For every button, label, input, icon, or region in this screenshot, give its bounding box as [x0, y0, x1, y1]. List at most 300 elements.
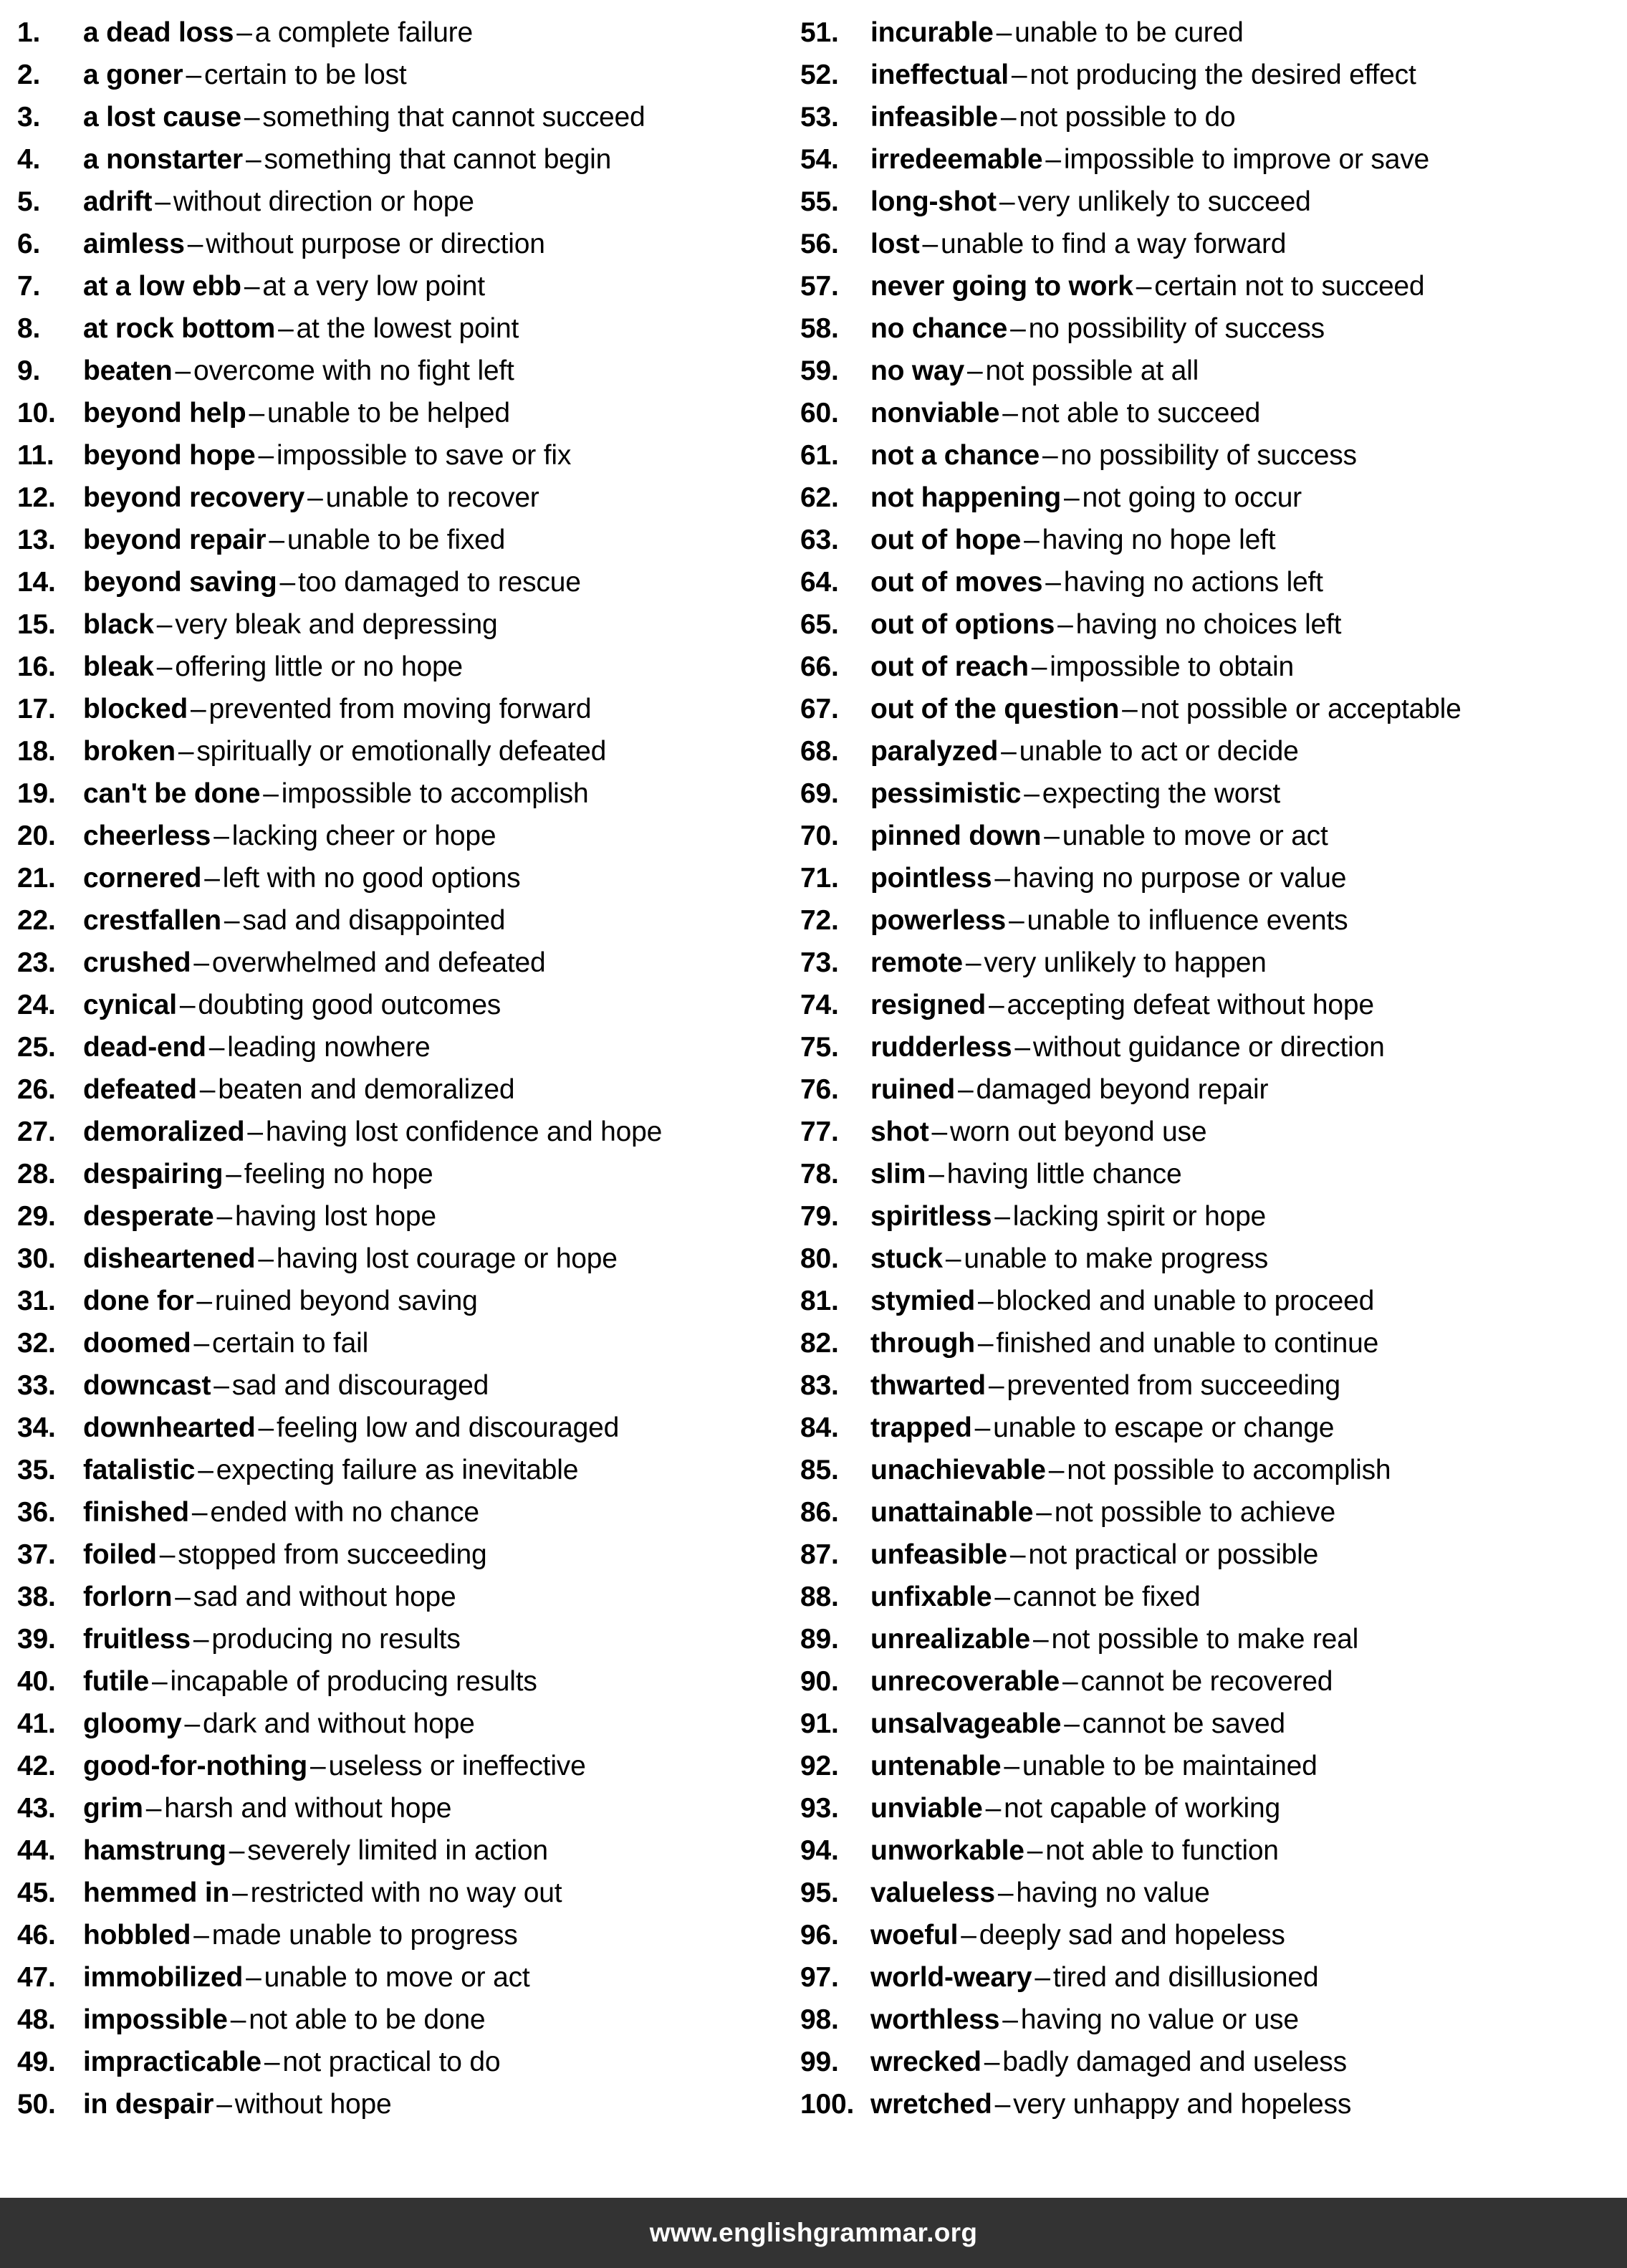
list-item-definition: blocked and unable to proceed: [996, 1286, 1375, 1316]
list-item-term: beyond recovery: [83, 482, 305, 513]
list-item: [17, 1026, 784, 1068]
list-item: [17, 1322, 784, 1364]
list-item-term: rudderless: [870, 1032, 1012, 1063]
list-item-number: 91.: [800, 1708, 839, 1739]
list-item-definition: something that cannot succeed: [262, 102, 645, 133]
list-item-body: [83, 1111, 784, 1153]
list-item-definition: leading nowhere: [227, 1032, 431, 1063]
list-item: [800, 899, 1627, 942]
list-item-definition: at a very low point: [262, 271, 485, 302]
list-item-definition: damaged beyond repair: [976, 1074, 1269, 1105]
list-item-body: [83, 1364, 784, 1407]
list-item: [17, 11, 784, 54]
list-item-definition: a complete failure: [254, 17, 473, 48]
list-item: [800, 688, 1627, 730]
list-column-left: [0, 11, 784, 2125]
list-item-term: cynical: [83, 990, 177, 1020]
list-item-body: [870, 1956, 1627, 1999]
two-column-list: [0, 11, 1627, 2125]
list-item: [17, 561, 784, 603]
list-item-separator: –: [1042, 440, 1058, 471]
list-item-definition: worn out beyond use: [950, 1116, 1207, 1147]
list-item-term: not a chance: [870, 440, 1040, 471]
list-item-term: black: [83, 609, 154, 640]
list-item-body: [83, 96, 784, 138]
list-item-term: not happening: [870, 482, 1062, 513]
list-item-term: thwarted: [870, 1370, 986, 1401]
list-item-term: pinned down: [870, 820, 1042, 851]
list-item-term: woeful: [870, 1920, 959, 1951]
list-item-definition: unable to act or decide: [1019, 736, 1299, 767]
list-item: [800, 392, 1627, 434]
list-item-term: unachievable: [870, 1455, 1046, 1485]
list-item-term: forlorn: [83, 1582, 173, 1612]
list-item-separator: –: [974, 1412, 991, 1443]
list-item-term: defeated: [83, 1074, 197, 1105]
list-item: [17, 307, 784, 350]
list-item: [800, 772, 1627, 815]
footer-bar: [0, 2198, 1627, 2268]
list-item-separator: –: [263, 778, 279, 809]
list-item: [800, 1449, 1627, 1491]
list-item-term: broken: [83, 736, 176, 767]
list-item-number: 88.: [800, 1582, 839, 1612]
list-item-definition: harsh and without hope: [164, 1793, 452, 1824]
list-item-separator: –: [175, 355, 191, 386]
list-item-body: [870, 730, 1627, 772]
list-item-separator: –: [246, 144, 261, 175]
list-item-definition: at the lowest point: [296, 313, 519, 344]
list-item-definition: having no value or use: [1020, 2004, 1299, 2035]
list-item-separator: –: [1057, 609, 1073, 640]
list-item-body: [83, 138, 784, 181]
list-item-definition: having no actions left: [1063, 567, 1323, 598]
list-item-separator: –: [258, 440, 274, 471]
list-item-definition: certain to be lost: [203, 59, 407, 90]
list-item-number: 6.: [17, 229, 41, 259]
list-item-separator: –: [229, 1835, 245, 1866]
list-item-term: in despair: [83, 2089, 214, 2120]
list-item: [17, 1407, 784, 1449]
list-item-definition: tired and disillusioned: [1052, 1962, 1319, 1993]
list-item-separator: –: [1064, 482, 1080, 513]
list-item: [800, 1280, 1627, 1322]
list-item-number: 58.: [800, 313, 839, 344]
list-item-term: adrift: [83, 186, 153, 217]
list-item-term: crushed: [83, 947, 191, 978]
list-item-definition: certain not to succeed: [1154, 271, 1425, 302]
list-item-definition: offering little or no hope: [175, 651, 463, 682]
list-item-term: demoralized: [83, 1116, 245, 1147]
list-item-separator: –: [984, 2047, 1000, 2077]
list-item-separator: –: [977, 1328, 994, 1359]
list-item-definition: impossible to improve or save: [1063, 144, 1429, 175]
list-item-term: gloomy: [83, 1708, 182, 1739]
list-item-body: [870, 96, 1627, 138]
list-item-body: [870, 1618, 1627, 1660]
list-item-number: 69.: [800, 778, 839, 809]
list-item-number: 93.: [800, 1793, 839, 1824]
list-item-term: long-shot: [870, 186, 997, 217]
list-item-number: 92.: [800, 1751, 839, 1781]
list-item-body: [870, 1787, 1627, 1829]
list-item-body: [83, 181, 784, 223]
list-item-number: 70.: [800, 820, 839, 851]
list-item-term: a lost cause: [83, 102, 241, 133]
list-item-separator: –: [190, 694, 206, 724]
list-item-definition: producing no results: [211, 1624, 461, 1655]
list-item-definition: cannot be fixed: [1012, 1582, 1201, 1612]
list-item-number: 99.: [800, 2047, 839, 2077]
list-item-body: [870, 1745, 1627, 1787]
list-item-body: [83, 1660, 784, 1703]
list-item: [17, 350, 784, 392]
list-item-definition: very unlikely to succeed: [1017, 186, 1311, 217]
list-item-number: 67.: [800, 694, 839, 724]
list-item-number: 59.: [800, 355, 839, 386]
list-item-term: beyond repair: [83, 525, 267, 555]
list-item-definition: unable to move or act: [264, 1962, 530, 1993]
list-item: [17, 519, 784, 561]
list-item-body: [83, 519, 784, 561]
list-item-body: [83, 1491, 784, 1533]
list-item: [17, 1703, 784, 1745]
list-item-definition: impossible to accomplish: [281, 778, 589, 809]
list-item-number: 23.: [17, 947, 56, 978]
list-item: [17, 899, 784, 942]
list-item-body: [870, 2083, 1627, 2125]
list-item-term: out of reach: [870, 651, 1029, 682]
list-item-definition: without hope: [234, 2089, 392, 2120]
list-item-body: [870, 1576, 1627, 1618]
list-item-number: 51.: [800, 17, 839, 48]
list-item-definition: unable to influence events: [1027, 905, 1348, 936]
list-item-body: [870, 265, 1627, 307]
list-item-number: 29.: [17, 1201, 56, 1232]
list-item-definition: beaten and demoralized: [218, 1074, 515, 1105]
list-item: [800, 1407, 1627, 1449]
list-item-number: 22.: [17, 905, 56, 936]
list-item-separator: –: [307, 482, 323, 513]
list-item-body: [870, 477, 1627, 519]
list-item-separator: –: [994, 1201, 1010, 1232]
list-item-body: [83, 223, 784, 265]
list-item-separator: –: [208, 1032, 225, 1063]
list-item-separator: –: [1136, 271, 1152, 302]
list-item-term: stuck: [870, 1243, 943, 1274]
list-item-number: 62.: [800, 482, 839, 513]
list-item-number: 86.: [800, 1497, 839, 1528]
list-item-definition: expecting failure as inevitable: [216, 1455, 579, 1485]
list-item-body: [83, 265, 784, 307]
list-item-separator: –: [310, 1751, 326, 1781]
list-item: [800, 1872, 1627, 1914]
list-item-number: 44.: [17, 1835, 56, 1866]
list-item-separator: –: [931, 1116, 948, 1147]
list-item-term: irredeemable: [870, 144, 1043, 175]
list-item: [800, 1618, 1627, 1660]
list-item-number: 3.: [17, 102, 41, 133]
list-item-definition: having lost confidence and hope: [265, 1116, 663, 1147]
list-item-number: 2.: [17, 59, 41, 90]
list-item-separator: –: [928, 1159, 944, 1190]
list-item-definition: accepting defeat without hope: [1007, 990, 1374, 1020]
list-item-body: [83, 1026, 784, 1068]
list-item-number: 47.: [17, 1962, 56, 1993]
list-item-term: grim: [83, 1793, 143, 1824]
list-item-number: 94.: [800, 1835, 839, 1866]
list-item: [17, 96, 784, 138]
list-item-number: 50.: [17, 2089, 56, 2120]
list-item-definition: having lost hope: [234, 1201, 436, 1232]
list-item-separator: –: [1000, 102, 1017, 133]
list-item: [800, 815, 1627, 857]
list-item-separator: –: [145, 1793, 162, 1824]
list-item-term: good-for-nothing: [83, 1751, 307, 1781]
list-item: [17, 2041, 784, 2083]
list-item-body: [83, 1829, 784, 1872]
list-item-separator: –: [216, 1201, 232, 1232]
list-item-separator: –: [1024, 525, 1040, 555]
list-item-definition: unable to be helped: [267, 398, 510, 429]
list-item-definition: doubting good outcomes: [198, 990, 501, 1020]
list-item: [800, 857, 1627, 899]
list-item-body: [83, 1703, 784, 1745]
list-item-number: 40.: [17, 1666, 56, 1697]
list-item-number: 30.: [17, 1243, 56, 1274]
list-item-term: doomed: [83, 1328, 191, 1359]
list-item-body: [83, 688, 784, 730]
list-item: [17, 815, 784, 857]
list-item: [17, 603, 784, 646]
list-item-body: [83, 1322, 784, 1364]
list-item: [800, 1576, 1627, 1618]
list-item-definition: having no hope left: [1042, 525, 1276, 555]
list-item: [800, 265, 1627, 307]
list-item-separator: –: [230, 2004, 246, 2035]
list-item-separator: –: [965, 947, 982, 978]
list-item-body: [83, 1872, 784, 1914]
list-item-separator: –: [193, 1328, 209, 1359]
list-item-number: 81.: [800, 1286, 839, 1316]
list-item-term: at rock bottom: [83, 313, 276, 344]
list-item-separator: –: [957, 1074, 974, 1105]
list-item: [17, 138, 784, 181]
list-item-separator: –: [1024, 778, 1040, 809]
list-item: [17, 1238, 784, 1280]
list-item-number: 27.: [17, 1116, 56, 1147]
list-item-definition: restricted with no way out: [250, 1877, 562, 1908]
list-item: [17, 984, 784, 1026]
list-item: [17, 1364, 784, 1407]
list-item-number: 8.: [17, 313, 41, 344]
list-item-number: 36.: [17, 1497, 56, 1528]
list-item-number: 60.: [800, 398, 839, 429]
list-column-right: [784, 11, 1627, 2125]
list-item-body: [83, 730, 784, 772]
list-item-definition: dark and without hope: [202, 1708, 475, 1739]
list-item-number: 100.: [800, 2089, 855, 2120]
list-item-number: 39.: [17, 1624, 56, 1655]
list-item-body: [870, 984, 1627, 1026]
list-item-number: 98.: [800, 2004, 839, 2035]
list-item-number: 55.: [800, 186, 839, 217]
list-item-term: nonviable: [870, 398, 1000, 429]
list-item-definition: not capable of working: [1004, 1793, 1280, 1824]
list-item-body: [83, 1280, 784, 1322]
list-item-definition: expecting the worst: [1042, 778, 1280, 809]
list-item-body: [870, 1533, 1627, 1576]
list-item-separator: –: [1035, 1962, 1050, 1993]
list-item-number: 71.: [800, 863, 839, 894]
list-item-term: wretched: [870, 2089, 992, 2120]
list-item-number: 5.: [17, 186, 41, 217]
list-item-body: [870, 1153, 1627, 1195]
list-item-separator: –: [994, 1582, 1010, 1612]
list-item-term: no chance: [870, 313, 1008, 344]
list-item-term: unattainable: [870, 1497, 1034, 1528]
list-item-definition: made unable to progress: [211, 1920, 518, 1951]
list-item-definition: not practical or possible: [1028, 1539, 1319, 1570]
list-item: [800, 561, 1627, 603]
list-item-body: [870, 1195, 1627, 1238]
list-item-term: pessimistic: [870, 778, 1022, 809]
list-item-term: trapped: [870, 1412, 972, 1443]
list-item-definition: not possible to make real: [1051, 1624, 1359, 1655]
list-item-term: can't be done: [83, 778, 261, 809]
list-item-separator: –: [1008, 905, 1024, 936]
list-item-number: 12.: [17, 482, 56, 513]
list-item-separator: –: [258, 1243, 274, 1274]
list-item-separator: –: [249, 398, 264, 429]
list-item-definition: something that cannot begin: [264, 144, 612, 175]
list-item-term: hemmed in: [83, 1877, 230, 1908]
list-item-separator: –: [1002, 398, 1018, 429]
list-item-separator: –: [244, 102, 260, 133]
list-item: [800, 942, 1627, 984]
list-item-term: hobbled: [83, 1920, 191, 1951]
list-item-definition: badly damaged and useless: [1002, 2047, 1347, 2077]
list-item: [17, 772, 784, 815]
list-item-number: 19.: [17, 778, 56, 809]
list-item: [800, 54, 1627, 96]
list-item-definition: unable to make progress: [964, 1243, 1269, 1274]
list-item-definition: lacking cheer or hope: [231, 820, 496, 851]
list-item-separator: –: [1031, 651, 1047, 682]
list-item-body: [83, 307, 784, 350]
list-item-definition: certain to fail: [211, 1328, 369, 1359]
list-item-number: 48.: [17, 2004, 56, 2035]
list-item-separator: –: [193, 1624, 209, 1655]
list-item-term: beyond help: [83, 398, 246, 429]
list-item-term: ineffectual: [870, 59, 1009, 90]
list-item-number: 42.: [17, 1751, 56, 1781]
list-item-term: lost: [870, 229, 920, 259]
list-item: [17, 1576, 784, 1618]
list-item-term: desperate: [83, 1201, 214, 1232]
list-item: [17, 1745, 784, 1787]
list-item-definition: no possibility of success: [1028, 313, 1325, 344]
list-item-separator: –: [186, 59, 201, 90]
list-item-definition: prevented from succeeding: [1007, 1370, 1340, 1401]
list-item-definition: having no value: [1016, 1877, 1210, 1908]
list-item-separator: –: [1045, 144, 1061, 175]
list-item-separator: –: [1048, 1455, 1065, 1485]
list-item-term: blocked: [83, 694, 188, 724]
list-item-body: [83, 392, 784, 434]
list-item-separator: –: [193, 1920, 209, 1951]
list-item-body: [83, 1533, 784, 1576]
footer-website-url: www.englishgrammar.org: [649, 2218, 978, 2247]
list-item-separator: –: [997, 1877, 1014, 1908]
list-item-term: beaten: [83, 355, 173, 386]
list-item-separator: –: [191, 1497, 208, 1528]
list-item-number: 72.: [800, 905, 839, 936]
list-item-body: [870, 1280, 1627, 1322]
list-item: [17, 1956, 784, 1999]
list-item-body: [83, 1195, 784, 1238]
list-item-body: [870, 1703, 1627, 1745]
list-item-number: 97.: [800, 1962, 839, 1993]
list-item-body: [83, 434, 784, 477]
list-item-definition: not practical to do: [282, 2047, 501, 2077]
list-item-body: [870, 1491, 1627, 1533]
list-item-separator: –: [159, 1539, 176, 1570]
list-item-separator: –: [198, 1455, 213, 1485]
list-item-body: [870, 2041, 1627, 2083]
list-item: [17, 54, 784, 96]
list-item: [800, 519, 1627, 561]
list-item-term: foiled: [83, 1539, 157, 1570]
list-item-body: [870, 1914, 1627, 1956]
list-item-definition: unable to find a way forward: [941, 229, 1287, 259]
list-item-separator: –: [961, 1920, 976, 1951]
list-item-number: 82.: [800, 1328, 839, 1359]
list-item-separator: –: [1004, 1751, 1019, 1781]
list-item-term: dead-end: [83, 1032, 206, 1063]
list-item-term: worthless: [870, 2004, 1000, 2035]
list-item-separator: –: [1062, 1666, 1078, 1697]
list-item-separator: –: [226, 1159, 241, 1190]
list-item: [800, 1026, 1627, 1068]
list-item-body: [83, 2083, 784, 2125]
list-item-number: 78.: [800, 1159, 839, 1190]
list-item-definition: feeling no hope: [244, 1159, 433, 1190]
list-item-term: out of hope: [870, 525, 1022, 555]
list-item-number: 17.: [17, 694, 56, 724]
list-item: [17, 730, 784, 772]
list-item: [17, 1533, 784, 1576]
list-item: [17, 1618, 784, 1660]
list-item-number: 34.: [17, 1412, 56, 1443]
list-item-definition: spiritually or emotionally defeated: [196, 736, 607, 767]
list-item-body: [83, 1745, 784, 1787]
list-item-body: [83, 1407, 784, 1449]
list-item-definition: prevented from moving forward: [208, 694, 592, 724]
list-item-body: [870, 307, 1627, 350]
list-item-separator: –: [1122, 694, 1138, 724]
list-item: [17, 1999, 784, 2041]
list-item-number: 26.: [17, 1074, 56, 1105]
list-item: [17, 477, 784, 519]
list-item-separator: –: [945, 1243, 961, 1274]
list-item-definition: deeply sad and hopeless: [979, 1920, 1285, 1951]
list-item-body: [83, 1956, 784, 1999]
list-item-term: unsalvageable: [870, 1708, 1062, 1739]
list-item-definition: having no purpose or value: [1012, 863, 1347, 894]
list-item: [800, 138, 1627, 181]
list-item: [17, 265, 784, 307]
